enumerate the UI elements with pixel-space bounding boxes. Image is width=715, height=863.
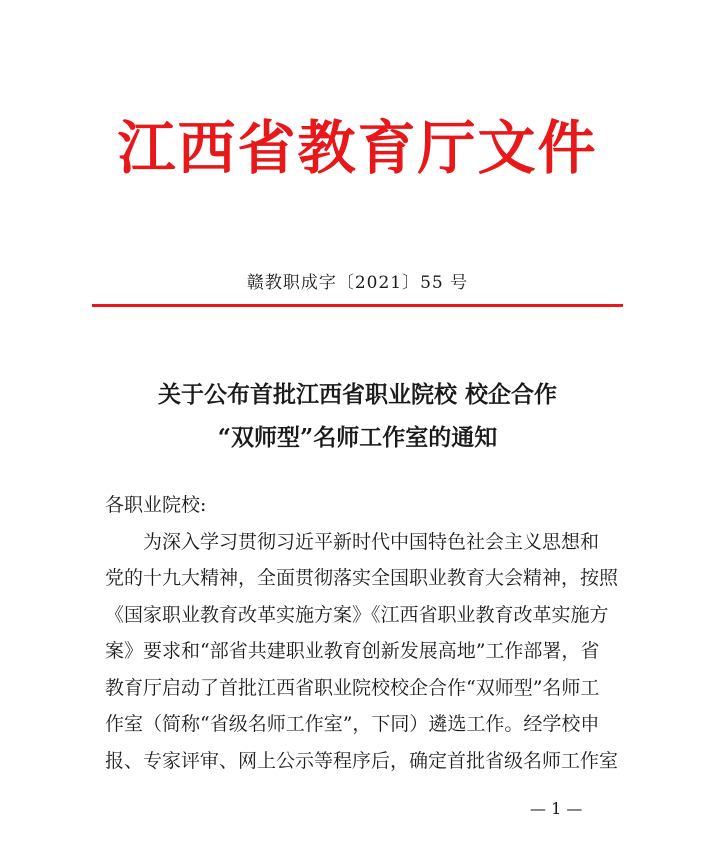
body-line-7: 报、专家评审、网上公示等程序后，确定首批省级名师工作室 (105, 749, 619, 772)
document-body (105, 487, 619, 779)
body-line-4: 案》要求和“部省共建职业教育创新发展高地”工作部署，省 (105, 640, 600, 662)
body-line-2: 党的十九大精神，全面贯彻落实全国职业教育大会精神，按照 (105, 567, 619, 589)
red-divider-line (92, 304, 623, 307)
body-line-6: 作室（简称“省级名师工作室”，下同）遴选工作。经学校申 (105, 713, 600, 735)
body-line-5: 教育厅启动了首批江西省职业院校校企合作“双师型”名师工 (105, 676, 600, 699)
document-masthead: 江西省教育厅文件 (117, 114, 598, 182)
body-line-3: 《国家职业教育改革实施方案》《江西省职业教育改革实施方 (105, 603, 609, 626)
page-number: — 1 — (530, 799, 583, 818)
document-number: 赣教职成字〔2021〕55 号 (246, 273, 469, 293)
body-line-1: 为深入学习贯彻习近平新时代中国特色社会主义思想和 (143, 530, 600, 553)
notice-title (0, 373, 715, 459)
notice-title-line-1: 关于公布首批江西省职业院校 校企合作 (157, 381, 557, 408)
notice-title-line-2: “双师型”名师工作室的通知 (217, 424, 498, 451)
recipient-salutation: 各职业院校: (105, 494, 207, 516)
